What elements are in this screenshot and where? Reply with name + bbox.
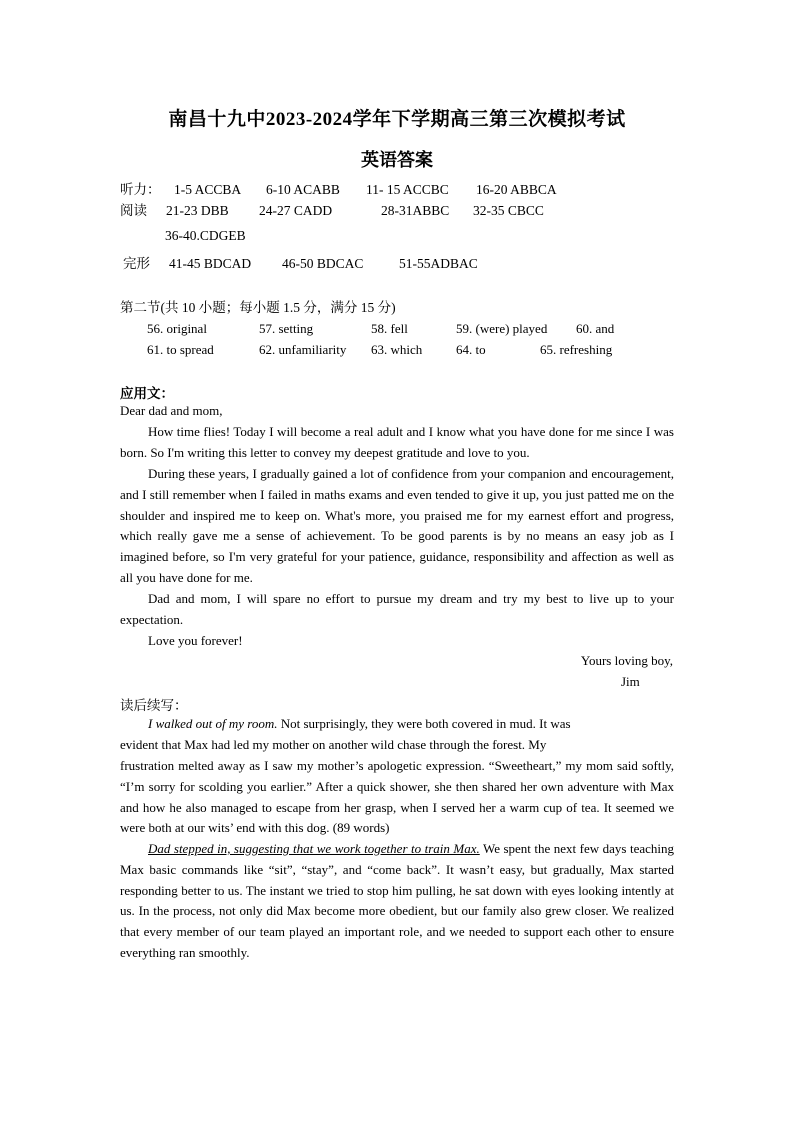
fill-answer: 62. unfamiliarity (259, 342, 347, 357)
reading-row (120, 203, 544, 219)
letter-paragraph: Love you forever! (148, 633, 243, 648)
story-text: We spent the next few days teaching Max basic commands like “sit”, “stay”, and “come back”. It wasn’t easy, but gradually, Max started responding better to us. The instant we tried to stop him pulling, he sat down with eyes looking intently at us. In the process, not only did Max become more obedient, but our family also grew closer. We realized that every member of our team played an important role, and we needed to support each other to ensure everything ran smoothly. (120, 841, 674, 960)
cloze-label: 完形 (123, 256, 150, 271)
fill-answer: 56. original (147, 321, 207, 336)
letter-closing: Yours loving boy, (580, 653, 673, 668)
fill-answer: 64. to (456, 342, 486, 357)
letter-paragraph: Dad and mom, I will spare no effort to pursue my dream and try my best to live up to your expectation. (120, 591, 674, 627)
page-title: 南昌十九中2023-2024学年下学期高三第三次模拟考试 (168, 109, 626, 130)
story-opening-sentence: Dad stepped in, suggesting that we work together to train Max. (148, 841, 480, 856)
listening-answer: 6-10 ACABB (266, 182, 340, 197)
letter-paragraph: During these years, I gradually gained a lot of confidence from your companion and encouragement, and I still remember when I failed in maths exams and even tended to give it up, you just patted me on the shoulder and inspired me to keep on. What's more, you praised me for my earnest effort and progress, which really gave me a sense of achievement. To be good parents is by no means an easy job as I imagined before, so I'm very grateful for your patience, guidance, responsibility and affection as well as all you have done for me. (120, 466, 674, 585)
story-text: Not surprisingly, they were both covered in mud. It was (277, 716, 571, 731)
listening-answer: 11- 15 ACCBC (366, 182, 449, 197)
cloze-answer: 51-55ADBAC (399, 256, 478, 271)
story-paragraph-2 (120, 839, 674, 964)
letter-greeting: Dear dad and mom, (120, 403, 223, 418)
fill-answer: 60. and (576, 321, 615, 336)
cloze-answer: 46-50 BDCAC (282, 256, 364, 271)
fill-answer: 63. which (371, 342, 423, 357)
fill-answer: 57. setting (259, 321, 314, 336)
page-subtitle: 英语答案 (361, 150, 433, 170)
reading-answer: 24-27 CADD (259, 203, 333, 218)
story-text: evident that Max had led my mother on another wild chase through the forest. My (120, 736, 547, 752)
letter-signature: Jim (621, 674, 640, 689)
reading-label: 阅读 (120, 203, 147, 218)
applied-heading: 应用文： (120, 386, 174, 401)
fill-answer: 58. fell (371, 321, 408, 336)
reading-answer: 21-23 DBB (166, 203, 229, 218)
listening-answer: 1-5 ACCBA (174, 182, 242, 197)
listening-label: 听力： (120, 182, 161, 197)
reading-answer: 28-31ABBC (381, 203, 450, 218)
cloze-row (123, 256, 478, 272)
cloze-answer: 41-45 BDCAD (169, 256, 252, 271)
reading-answer: 32-35 CBCC (473, 203, 544, 218)
fill-answer: 61. to spread (147, 342, 214, 357)
listening-answer: 16-20 ABBCA (476, 182, 557, 197)
letter-paragraph: How time flies! Today I will become a real adult and I know what you have done for me since I was born. So I'm writing this letter to convey my deepest gratitude and love to you. (120, 424, 674, 460)
fill-answer: 65. refreshing (540, 342, 613, 357)
reading-extra: 36-40.CDGEB (165, 228, 246, 243)
listening-row (120, 182, 557, 198)
continuation-heading: 读后续写： (120, 698, 188, 713)
story-paragraph-1-continued: frustration melted away as I saw my mother’s apologetic expression. “Sweetheart,” my mom said softly, “I’m sorry for scolding you earlier.” After a quick shower, she then shared her own adventure with Max and how he also managed to escape from her grasp, when I served her a warm cup of tea. It seemed we were both at our wits’ end with this dog. (89 words) (120, 758, 674, 836)
story-opening-sentence: I walked out of my room. (148, 716, 278, 731)
section2-header: 第二节(共 10 小题；每小题 1.5 分，满分 15 分) (120, 300, 396, 315)
story-paragraph-1 (120, 714, 674, 756)
fill-answer: 59. (were) played (456, 321, 548, 336)
